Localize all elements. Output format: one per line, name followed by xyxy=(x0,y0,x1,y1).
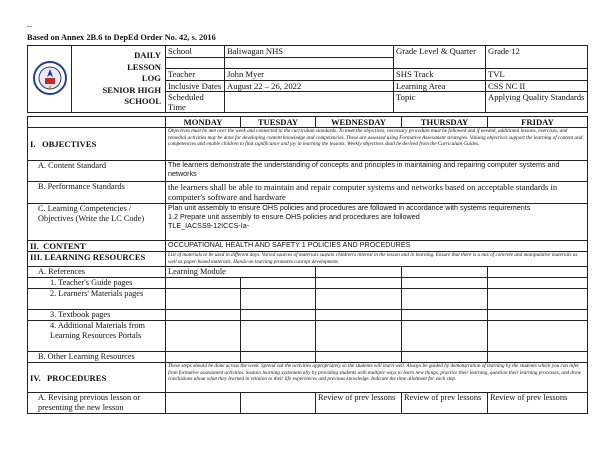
textbook-label: 3. Textbook pages xyxy=(28,310,166,321)
cell xyxy=(166,321,241,352)
inclusive-dates-label: Inclusive Dates xyxy=(166,80,225,92)
content-standard-row xyxy=(28,161,588,182)
day-friday: FRIDAY xyxy=(488,117,588,128)
learning-resources-note: List of materials to be used in different days. Varied sources of materials sustain children's interest in the lesson and in learning. Ensure that there is a mix of concrete and manipulative materials as well as paper-based materials. Hands-on learning promotes concept development. xyxy=(166,252,588,267)
school-value-cont xyxy=(225,57,394,69)
deped-seal-icon xyxy=(32,60,68,96)
competencies-label: C. Learning Competencies / Objectives (Write the LC Code) xyxy=(28,204,166,241)
review-row xyxy=(28,393,588,414)
objectives-heading xyxy=(28,128,166,161)
day-thursday: THURSDAY xyxy=(402,117,488,128)
objectives-num: I. xyxy=(30,139,36,149)
grade-level-label: Grade Level & Quarter xyxy=(394,46,486,69)
scheduled-time-label: Scheduled Time xyxy=(166,92,225,113)
cell xyxy=(488,278,588,289)
review-tue xyxy=(241,393,316,414)
references-label: A. References xyxy=(28,267,166,278)
day-monday: MONDAY xyxy=(166,117,241,128)
header-table xyxy=(27,45,588,113)
textbook-row xyxy=(28,310,588,321)
cell xyxy=(316,321,402,352)
other-resources-label: B. Other Learning Resources xyxy=(28,352,166,363)
teacher-value: John Myer xyxy=(225,69,394,81)
learning-resources-label: LEARNING RESOURCES xyxy=(44,252,146,262)
topic-label: Topic xyxy=(394,92,486,113)
content-row xyxy=(28,241,588,252)
objectives-row xyxy=(28,128,588,161)
references-wed xyxy=(316,267,402,278)
cell xyxy=(316,310,402,321)
teachers-guide-label: 1. Teacher's Guide pages xyxy=(28,278,166,289)
review-thu: Review of prev lessons xyxy=(402,393,488,414)
procedures-label: PROCEDURES xyxy=(47,372,107,383)
teachers-guide-row xyxy=(28,278,588,289)
performance-standard-label: B. Performance Standards xyxy=(28,182,166,204)
school-label-cont xyxy=(166,57,225,69)
cell xyxy=(488,321,588,352)
learning-resources-row xyxy=(28,252,588,267)
teacher-label: Teacher xyxy=(166,69,225,81)
cell xyxy=(166,289,241,310)
school-value: Baliwagan NHS xyxy=(225,46,394,58)
review-fri: Review of prev lessons xyxy=(488,393,588,414)
references-fri xyxy=(488,267,588,278)
cell xyxy=(166,310,241,321)
cell xyxy=(402,278,488,289)
learners-materials-label: 2. Learners' Materials pages xyxy=(28,289,166,310)
days-row xyxy=(28,117,588,128)
content-text: OCCUPATIONAL HEALTH AND SAFETY 1 POLICIES AND PROCEDURES xyxy=(166,241,588,252)
content-label: CONTENT xyxy=(43,241,86,251)
dll-title xyxy=(72,46,166,113)
inclusive-dates-value: August 22 – 26, 2022 xyxy=(225,80,394,92)
cell xyxy=(316,352,402,363)
cell xyxy=(241,278,316,289)
review-wed: Review of prev lessons xyxy=(316,393,402,414)
cell xyxy=(402,321,488,352)
school-label: School xyxy=(166,46,225,58)
objectives-note: Objectives must be met over the week and connected to the curriculum standards. To meet the objectives, necessary procedure must be followed and if needed, additional lessons, exercises, and remedial activities may be done for developing content knowledge and competencies. These are assessed using Formative Assessment strategies. Valuing objectives support the learning of content and competencies and enable children to find significance and joy in learning the lessons. Weekly objectives shall be derived from the Curriculum Guides. xyxy=(166,128,588,161)
shs-track-label: SHS Track xyxy=(394,69,486,81)
competencies-text xyxy=(166,204,588,241)
cell xyxy=(241,352,316,363)
references-thu xyxy=(402,267,488,278)
competencies-row xyxy=(28,204,588,241)
references-row xyxy=(28,267,588,278)
scheduled-time-value xyxy=(225,92,394,113)
deped-seal-cell xyxy=(28,46,72,113)
competencies-line-1: Plan unit assembly to ensure OHS policies and procedures are followed in accordance with systems requirements xyxy=(168,203,531,212)
cell xyxy=(166,278,241,289)
shs-track-value: TVL xyxy=(486,69,588,81)
cell xyxy=(402,352,488,363)
lesson-log-table xyxy=(27,116,588,414)
additional-materials-row xyxy=(28,321,588,352)
cell xyxy=(316,278,402,289)
learning-resources-heading xyxy=(28,252,166,267)
cell xyxy=(488,289,588,310)
dll-title-line-1: DAILY xyxy=(134,50,161,61)
review-mon xyxy=(166,393,241,414)
performance-standard-row xyxy=(28,182,588,204)
performance-standard-text: the learners shall be able to maintain and repair computer systems and networks based on acceptable standards in computer's software and hardware xyxy=(166,182,588,204)
annex-note: Based on Annex 2B.6 to DepEd Order No. 42, s. 2016 xyxy=(27,33,216,42)
dll-title-line-3: LOG xyxy=(141,73,161,84)
content-heading xyxy=(28,241,166,252)
content-standard-label: A. Content Standard xyxy=(28,161,166,182)
cell xyxy=(241,310,316,321)
cell xyxy=(166,352,241,363)
learning-resources-num: III. xyxy=(30,252,43,262)
objectives-label: OBJECTIVES xyxy=(41,139,97,149)
dll-title-line-2: LESSON xyxy=(127,61,161,72)
procedures-heading xyxy=(28,363,166,393)
top-dash: -- xyxy=(27,22,32,30)
cell xyxy=(316,289,402,310)
procedures-note: These steps should be done across the week. Spread out the activities appropriately so the students will learn well. Always be guided by demonstration of learning by the students which you can infer from formative assessment activities. Sustain learning systematically by providing students with multiple ways to learn new things, practice their learning, question their learning processes, and draw conclusions about what they learned in relation to their life experiences and previous knowledge. Indicate the time allotment for each step. xyxy=(166,363,588,393)
cell xyxy=(488,310,588,321)
content-num: II. xyxy=(30,241,39,251)
cell xyxy=(402,289,488,310)
learners-materials-row xyxy=(28,289,588,310)
day-tuesday: TUESDAY xyxy=(241,117,316,128)
procedures-num: IV. xyxy=(30,372,41,383)
procedures-row xyxy=(28,363,588,393)
days-corner xyxy=(28,117,166,128)
dll-title-line-4: SENIOR HIGH SCHOOL xyxy=(102,84,161,107)
competencies-line-2: 1.2 Prepare unit assembly to ensure OHS policies and procedures are followed xyxy=(168,211,420,221)
cell xyxy=(402,310,488,321)
grade-level-value: Grade 12 xyxy=(486,46,588,69)
additional-materials-label: 4. Additional Materials from Learning Resources Portals xyxy=(28,321,166,352)
other-resources-row xyxy=(28,352,588,363)
cell xyxy=(241,289,316,310)
content-standard-text: The learners demonstrate the understanding of concepts and principles in maintaining and repairing computer systems and networks xyxy=(166,161,588,182)
references-value: Learning Module xyxy=(166,267,316,278)
learning-area-value: CSS NC II xyxy=(486,80,588,92)
topic-value: Applying Quality Standards xyxy=(486,92,588,113)
cell xyxy=(241,321,316,352)
cell xyxy=(488,352,588,363)
competencies-code: TLE_IACSS9-12ICCS-Ia- xyxy=(168,220,250,230)
review-label: A. Revising previous lesson or presenting the new lesson xyxy=(28,393,166,414)
learning-area-label: Learning Area xyxy=(394,80,486,92)
day-wednesday: WEDNESDAY xyxy=(316,117,402,128)
